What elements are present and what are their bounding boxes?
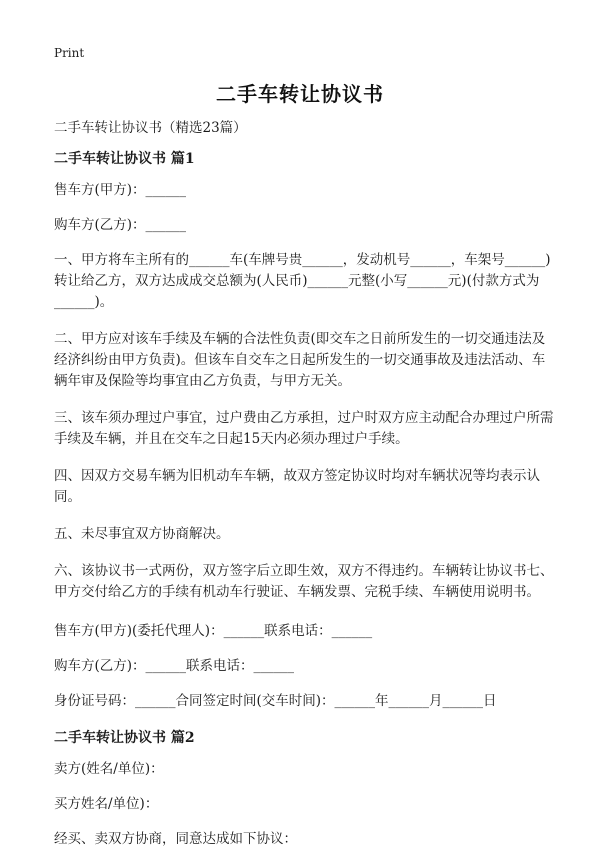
clause-6: 六、该协议书一式两份，双方签字后立即生效，双方不得违约。车辆转让协议书七、甲方交付给乙方的手续有机动车行驶证、车辆发票、完税手续、车辆使用说明书。 — [54, 563, 554, 600]
buyer-signature-line: 购车方(乙方)：______联系电话：______ — [54, 658, 295, 674]
agreement-intro: 经买、卖双方协商，同意达成如下协议： — [54, 831, 297, 847]
clause-3: 三、该车须办理过户事宜，过户费由乙方承担，过户时双方应主动配合办理过户所需手续及车辆，并且在交车之日起15天内必须办理过户手续。 — [54, 410, 554, 447]
seller-signature-line: 售车方(甲方)(委托代理人)：______联系电话：______ — [54, 623, 373, 639]
section-heading-2: 二手车转让协议书 篇2 — [54, 730, 195, 746]
id-number-line: 身份证号码：______合同签定时间(交车时间)：______年______月______日 — [54, 693, 497, 709]
document-subtitle: 二手车转让协议书（精选23篇） — [54, 120, 247, 136]
seller-line: 售车方(甲方)：______ — [54, 182, 187, 198]
buyer-name-line: 买方姓名/单位)： — [54, 796, 159, 812]
clause-1: 一、甲方将车主所有的______车(车牌号贵______，发动机号______，车架号______)转让给乙方，双方达成成交总额为(人民币)______元整(小写______元)(付款方式为______)。 — [54, 252, 551, 310]
clause-2: 二、甲方应对该车手续及车辆的合法性负责(即交车之日前所发生的一切交通违法及经济纠纷由甲方负责)。但该车自交车之日起所发生的一切交通事故及违法活动、车辆年审及保险等均事宜由乙方负责，与甲方无关。 — [54, 331, 546, 389]
clause-4: 四、因双方交易车辆为旧机动车车辆，故双方签定协议时均对车辆状况等均表示认同。 — [54, 468, 540, 505]
seller-name-line: 卖方(姓名/单位)： — [54, 761, 164, 777]
document-body — [54, 118, 554, 850]
print-link[interactable]: Print — [54, 46, 85, 60]
buyer-line: 购车方(乙方)：______ — [54, 217, 187, 233]
clause-5: 五、未尽事宜双方协商解决。 — [54, 526, 230, 542]
section-heading-1: 二手车转让协议书 篇1 — [54, 151, 195, 167]
document-title: 二手车转让协议书 — [216, 82, 384, 106]
